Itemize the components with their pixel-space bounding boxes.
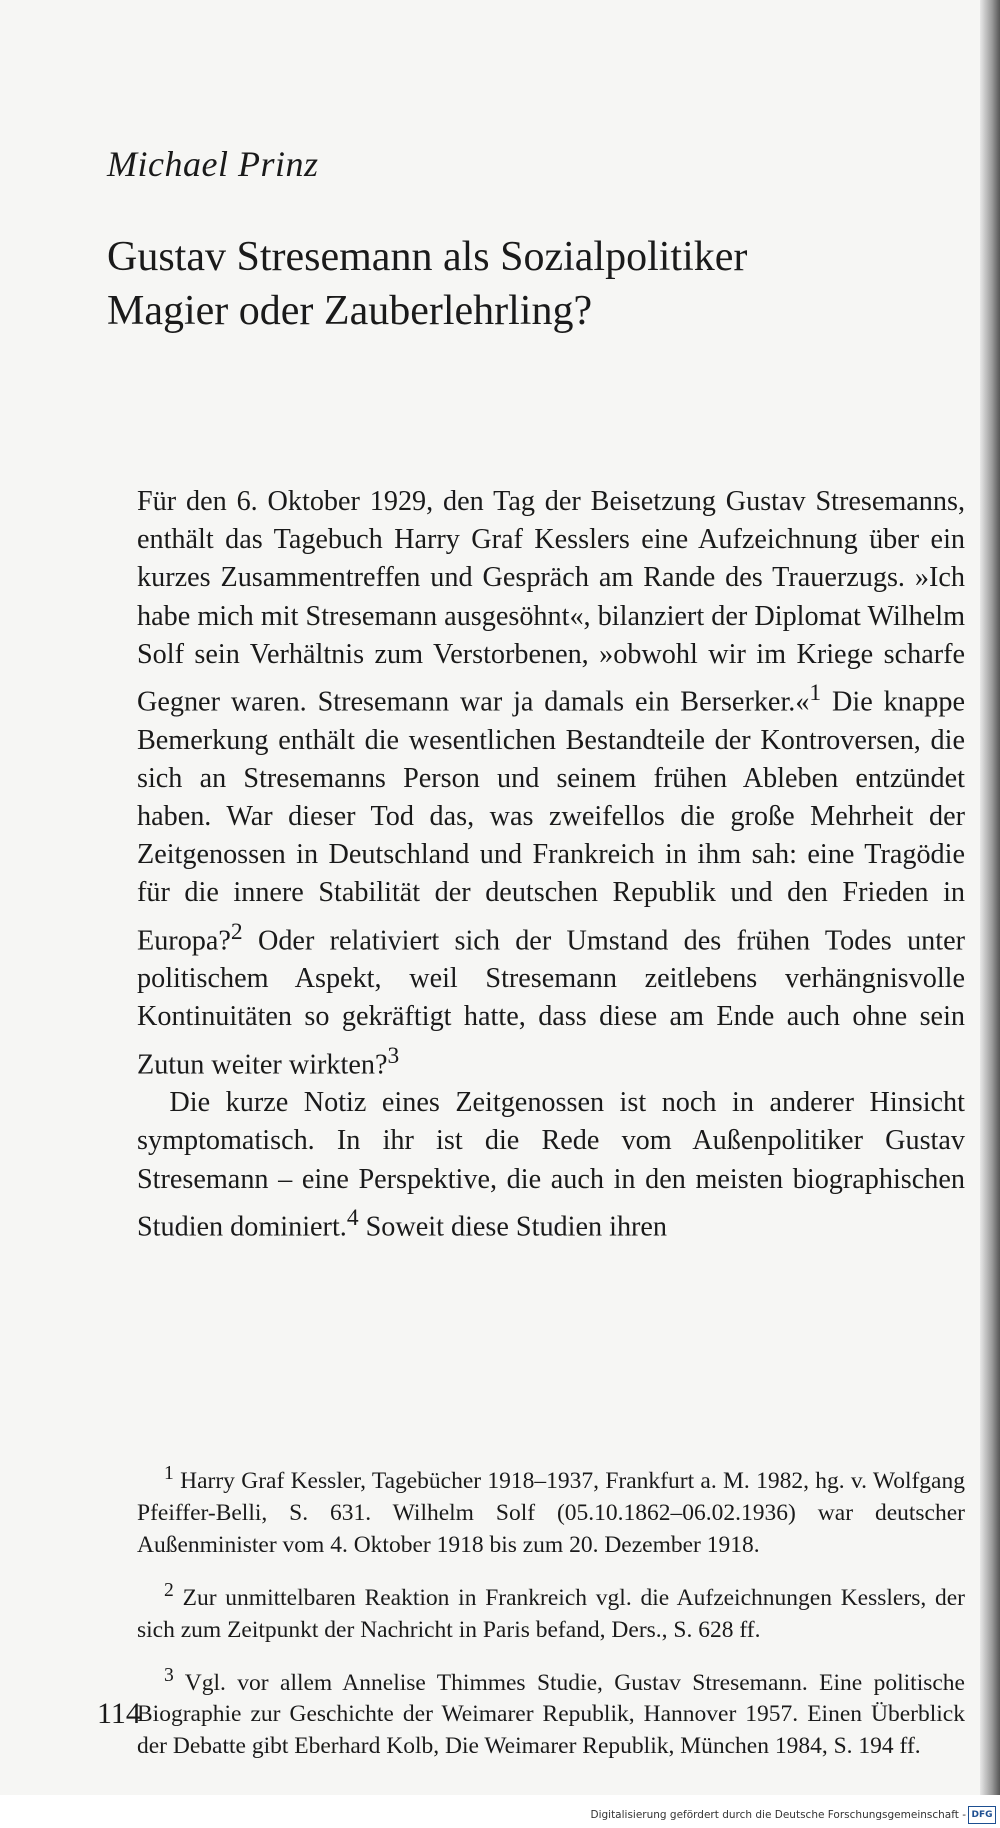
footnote-1-text: Harry Graf Kessler, Tagebücher 1918–1937, Frankfurt a. M. 1982, hg. v. Wolfgang Pfeiffer-Belli, S. 631. Wilhelm Solf (05.10.1862–06.02.1936) war deutscher Außenminister vom 4. Oktober 1918 bis zum 20. Dezember 1918. bbox=[137, 1467, 965, 1558]
paragraph-1-text-b: Die knappe Bemerkung enthält die wesentlichen Bestandteile der Kontroversen, die sich an Stresemanns Person und seinem frühen Ableben entzündet haben. War dieser Tod das, was zweifellos die große Mehrheit der Zeitgenossen in Deutschland und Frankreich in ihm sah: eine Tragödie für die innere Stabilität der deutschen Republik und den Frieden in Europa? bbox=[137, 686, 965, 957]
footnote-3-number: 3 bbox=[164, 1664, 174, 1686]
author-name: Michael Prinz bbox=[107, 144, 319, 184]
chapter-title bbox=[107, 230, 747, 338]
digitization-credit: Digitalisierung gefördert durch die Deutsche Forschungsgemeinschaft - bbox=[590, 1809, 966, 1821]
footnote-2-number: 2 bbox=[164, 1579, 174, 1601]
footnote-ref-4: 4 bbox=[346, 1204, 359, 1231]
page-number: 114 bbox=[97, 1697, 141, 1730]
paragraph-1 bbox=[137, 483, 965, 1084]
footnote-1-number: 1 bbox=[164, 1463, 174, 1484]
chapter-title-line-2: Magier oder Zauberlehrling? bbox=[107, 288, 593, 334]
footnote-3 bbox=[137, 1660, 965, 1763]
footnote-2-text: Zur unmittelbaren Reaktion in Frankreich vgl. die Aufzeichnungen Kesslers, der sich zum Zeitpunkt der Nachricht in Paris befand, Ders., S. 628 ff. bbox=[137, 1584, 965, 1643]
footnote-ref-1: 1 bbox=[809, 680, 822, 707]
footnote-3-text: Vgl. vor allem Annelise Thimmes Studie, Gustav Stresemann. Eine politische Biographie zur Geschichte der Weimarer Republik, Hannover 1957. Einen Überblick der Debatte gibt Eberhard Kolb, Die Weimarer Republik, München 1984, S. 194 ff. bbox=[137, 1669, 965, 1760]
paragraph-2-text-b: Soweit diese Studien ihren bbox=[358, 1211, 668, 1243]
footnote-ref-2: 2 bbox=[230, 918, 243, 945]
page-edge-shadow bbox=[980, 0, 1000, 1795]
footnote-ref-3: 3 bbox=[387, 1042, 400, 1069]
paragraph-1-text-c: Oder relativiert sich der Umstand des frühen Todes unter politischem Aspekt, weil Stresemann zeitlebens verhängnisvolle Kontinuitäten so gekräftigt hatte, dass diese am Ende auch ohne sein Zutun weiter wirkten? bbox=[137, 925, 965, 1081]
paragraph-2 bbox=[137, 1084, 965, 1246]
footnotes bbox=[137, 1458, 965, 1776]
footnote-1 bbox=[137, 1458, 965, 1561]
paragraph-1-text-a: Für den 6. Oktober 1929, den Tag der Beisetzung Gustav Stresemanns, enthält das Tagebuch Harry Graf Kesslers eine Aufzeichnung über ein kurzes Zusammentreffen und Gespräch am Rande des Trauerzugs. »Ich habe mich mit Stresemann ausgesöhnt«, bilanziert der Diplomat Wilhelm Solf sein Verhältnis zum Verstorbenen, »obwohl wir im Kriege scharfe Gegner waren. Stresemann war ja damals ein Berserker.« bbox=[137, 486, 965, 718]
body-text bbox=[137, 483, 965, 1246]
dfg-logo-icon: DFG bbox=[968, 1806, 996, 1824]
footnote-2 bbox=[137, 1575, 965, 1646]
chapter-title-line-1: Gustav Stresemann als Sozialpolitiker bbox=[107, 234, 748, 280]
paragraph-2-text-a: Die kurze Notiz eines Zeitgenossen ist noch in anderer Hinsicht symptomatisch. In ihr ist die Rede vom Außenpolitiker Gustav Stresemann – eine Perspektive, die auch in den meisten biographischen Studien dominiert. bbox=[137, 1087, 965, 1243]
